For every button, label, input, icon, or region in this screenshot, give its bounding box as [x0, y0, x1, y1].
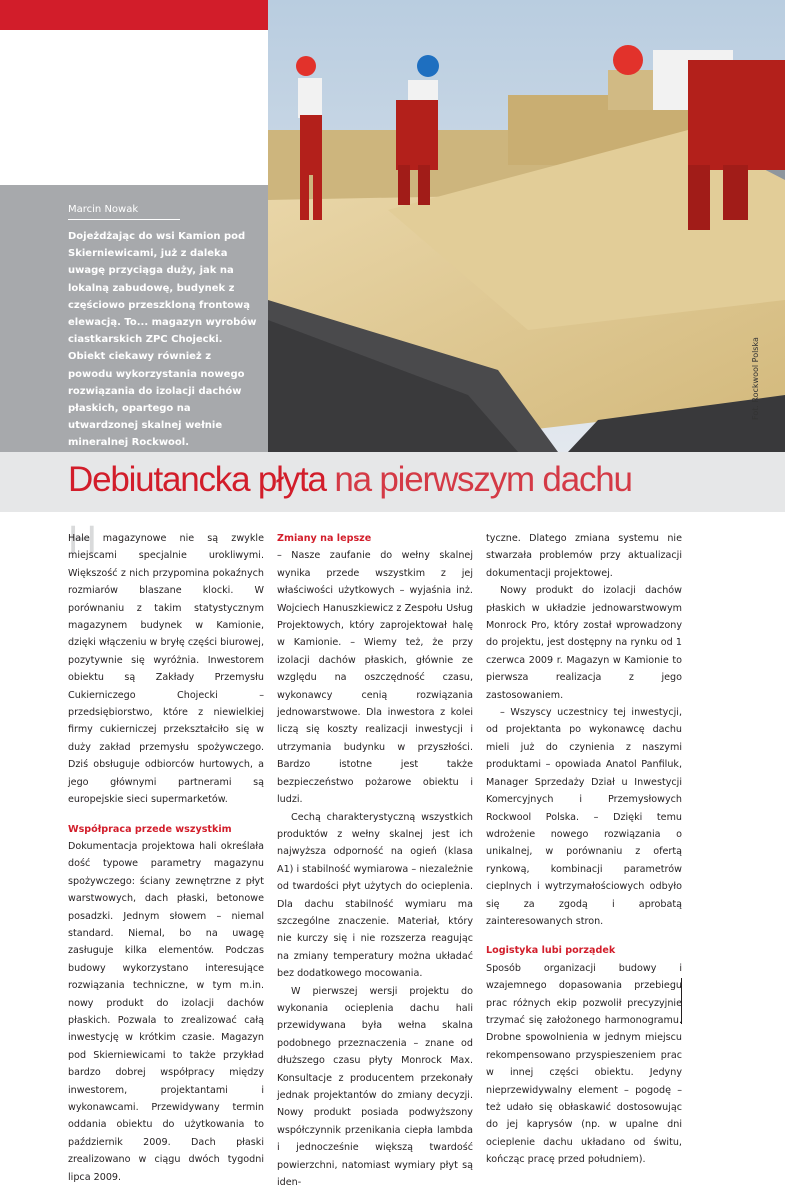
lead-paragraph: Dojeżdżając do wsi Kamion pod Skierniewicami, już z daleka uwagę przyciąga duży, jak na lokalną zabudowę, budynek z częściowo przeszkloną frontową elewacją. To... magazyn wyrobów ciastkarskich ZPC Chojecki. Obiekt ciekawy również z powodu wykorzystania nowego rozwiązania do izolacji dachów płaskich, opartego na utwardzonej skalnej wełnie mineralnej Rockwool. [68, 231, 257, 449]
photo-credit: Fot. Rockwool Polska [751, 337, 760, 420]
col3-heading: Logistyka lubi porządek [486, 945, 616, 957]
spacer [486, 930, 682, 942]
title-part-1: Debiutancka płyta [68, 460, 326, 499]
photo-illustration [268, 0, 785, 452]
col2-heading: Zmiany na lepsze [277, 533, 372, 544]
col3-paragraph-1: tyczne. Dlatego zmiana systemu nie stwarzała problemów przy aktualizacji dokumentacji projektowej. [486, 533, 682, 579]
spacer [68, 809, 264, 821]
title-part-2: na pierwszym dachu [325, 460, 632, 499]
col2-paragraph-3: W pierwszej wersji projektu do wykonania ocieplenia dachu hali przewidywana była wełna skalna podobnego przeznaczenia – znane od dłuższego czasu płyty Monrock Max. Konsultacje z producentem przekonały jednak projektantów do zmiany decyzji. Nowy produkt posiada podwyższony współczynnik przenikania ciepła lambda i jednocześnie większą twardość powierzchni, natomiast wymiary płyt są iden- [277, 985, 473, 1189]
drop-cap: H [68, 518, 97, 562]
col3-paragraph-4: Sposób organizacji budowy i wzajemnego dopasowania przebiegu prac różnych ekip pozwolił precyzyjnie trzymać się założonego harmonogramu. Drobne spowolnienia w jednym miejscu rekompensowano przyspieszeniem prac w innej części obiektu. Jedyny nieprzewidywalny element – pogodę – też udało się obłaskawić dostosowując do jej kaprysów (np. w upalne dni ocieplenie dachu układano od świtu, kończąc pracę przed południem). [486, 962, 682, 1166]
col2-paragraph-1: – Nasze zaufanie do wełny skalnej wynika przede wszystkim z jej właściwości użytkowych – wyjaśnia inż. Wojciech Hanuszkiewicz z Zespołu Usług Projektowych, który zaprojektował halę w Kamionie. – Wiemy też, że przy izolacji dachów płaskich, głównie ze względu na oszczędność czasu, wykonawcy cenią rozwiązania jednowarstwowe. Dla inwestora z kolei liczą się koszty realizacji inwestycji i utrzymania budynku w przyszłości. Bardzo istotne jest także bezpieczeństwo pożarowe obiektu i ludzi. [277, 550, 473, 806]
roof-workers-photo [268, 0, 785, 452]
article-title [68, 455, 632, 505]
col1-paragraph-2: Dokumentacja projektowa hali określała dość typowe parametry magazynu spożywczego: ściany zewnętrzne z płyt warstwowych, dach płaski, betonowe posadzki. Jednym słowem – niemal standard. Niemal, bo na uwagę zasługuje kilka elementów. Podczas budowy wykorzystano interesujące rozwiązania techniczne, w tym m.in. nowy produkt do izolacji dachów płaskich. Pozwala to zrealizować całą inwestycję w krótkim czasie. Magazyn pod Skierniewicami to także przykład bardzo dobrej współpracy między inwestorem, projektantami i wykonawcami. Przewidywany termin oddania obiektu do użytkowania to październik 2009. Dach płaski zrealizowano w ciągu dwóch tygodni lipca 2009. [68, 840, 264, 1183]
col1-heading: Współpraca przede wszystkim [68, 823, 232, 835]
column-1 [68, 530, 264, 1186]
col3-paragraph-3: – Wszyscy uczestnicy tej inwestycji, od projektanta po wykonawcę dachu mieli już do czynienia z naszymi produktami – opowiada Anatol Panfiluk, Manager Sprzedaży Dział u Inwestycji Komercyjnych i Przemysłowych Rockwool Polska. – Dzięki temu wdrożenie nowego rozwiązania o unikalnej, w porównaniu z ofertą rynkową, kombinacji parametrów cieplnych i wytrzymałościowych odbyło się za zgodą i aprobatą zainteresowanych stron. [486, 707, 682, 927]
column-2 [277, 530, 473, 1191]
col3-paragraph-2: Nowy produkt do izolacji dachów płaskich w układzie jednowarstwowym Monrock Pro, który został wprowadzony do projektu, jest dostępny na rynku od 1 czerwca 2009 r. Magazyn w Kamionie to pierwsza realizacja z jego zastosowaniem. [486, 585, 682, 701]
author-name: Marcin Nowak [68, 204, 139, 215]
red-header-band [0, 0, 268, 30]
col2-paragraph-2: Cechą charakterystyczną wszystkich produktów z wełny skalnej jest ich najwyższa odporność na ogień (klasa A1) i stabilność wymiarowa – niezależnie od twardości płyt użytych do ocieplenia. Dla dachu stabilność wymiaru ma szczególne znaczenie. Materiał, który nie kurczy się i nie rozszerza reagując na zmiany temperatury można układać bez dodatkowego mocowania. [277, 811, 473, 980]
column-3 [486, 530, 682, 1169]
author-underline [68, 219, 180, 220]
col1-paragraph-1: Hale magazynowe nie są zwykle miejscami specjalnie urokliwymi. Większość z nich przypomina pokaźnych rozmiarów blaszane klocki. W porównaniu z takim statystycznym magazynem budynek w Kamionie, dzięki włączeniu w bryłę części biurowej, pozytywnie się wyróżnia. Inwestorem obiektu są Zakłady Przemysłu Cukierniczego Chojecki – przedsiębiorstwo, które z niewielkiej firmy cukierniczej przekształciło się w duży zakład przemysłu spożywczego. Dziś obsługuje odbiorców hurtowych, a jego głównymi partnerami są europejskie sieci supermarketów. [68, 533, 264, 806]
